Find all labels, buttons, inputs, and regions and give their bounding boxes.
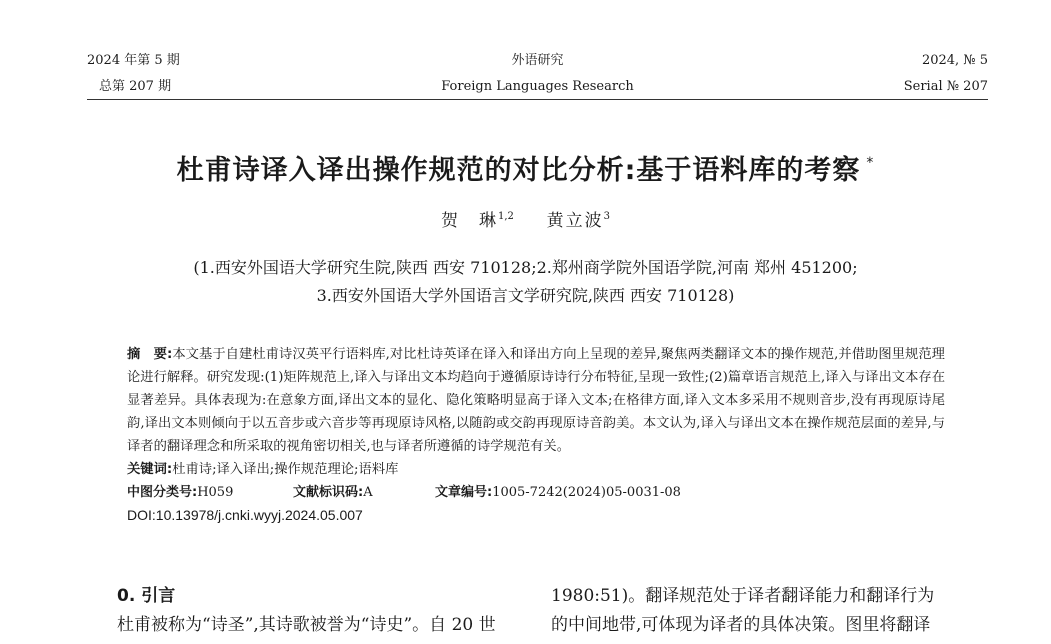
clc-value: H059	[197, 485, 234, 500]
doi: DOI:10.13978/j.cnki.wyyj.2024.05.007	[127, 507, 363, 523]
classification-row	[127, 481, 945, 504]
abstract-text: 本文基于自建杜甫诗汉英平行语料库,对比杜诗英译在译入和译出方向上呈现的差异,聚焦两类翻译文本的操作规范,并借助图里规范理论进行解释。研究发现:(1)矩阵规范上,译入与译出文本均趋向于遵循原诗诗行分布特征,呈现一致性;(2)篇章语言规范上,译入与译出文本存在显著差异。具体表现为:在意象方面,译出文本的显化、隐化策略明显高于译入文本;在格律方面,译入文本多采用不规则音步,没有再现原诗尾韵,译出文本则倾向于以五音步或六音步等再现原诗风格,以随韵或交韵再现原诗音韵美。本文认为,译入与译出文本在操作规范层面的差异,与译者的翻译理念和所采取的视角密切相关,也与译者所遵循的诗学规范有关。	[127, 347, 945, 454]
journal-name-en: Foreign Languages Research	[441, 79, 634, 94]
title-footnote-mark: *	[866, 155, 875, 171]
journal-name-cn: 外语研究	[511, 53, 564, 68]
author-name: 贺 琳	[440, 211, 498, 231]
affiliation-line: (1.西安外国语大学研究生院,陕西 西安 710128;2.郑州商学院外国语学院,河南 郑州 451200;	[193, 258, 858, 277]
title-text: 杜甫诗译入译出操作规范的对比分析:基于语料库的考察	[176, 155, 861, 186]
header-right	[904, 48, 988, 100]
body-line: 的中间地带,可体现为译者的具体决策。图里将翻译	[551, 615, 931, 635]
serial-en: Serial № 207	[903, 79, 988, 94]
section-heading: 0. 引言	[117, 586, 176, 606]
doc-code-value: A	[363, 485, 373, 500]
affiliation-line: 3.西安外国语大学外国语言文学研究院,陕西 西安 710128)	[316, 286, 735, 305]
journal-header	[87, 48, 988, 100]
article-number-label: 文章编号:	[435, 485, 493, 500]
serial-cn: 总第 207 期	[99, 79, 172, 94]
body-line: 杜甫被称为“诗圣”,其诗歌被誉为“诗史”。自 20 世	[117, 615, 496, 635]
header-center	[87, 48, 988, 100]
abstract-label: 摘 要:	[127, 347, 173, 362]
keywords	[127, 458, 945, 481]
article-number-value: 1005-7242(2024)05-0031-08	[492, 485, 681, 500]
clc-label: 中图分类号:	[127, 485, 198, 500]
header-rule	[87, 99, 988, 100]
keywords-text: 杜甫诗;译入译出;操作规范理论;语料库	[172, 462, 399, 477]
keywords-label: 关键词:	[127, 462, 173, 477]
doc-code-label: 文献标识码:	[293, 485, 364, 500]
body-column-left	[117, 582, 520, 640]
body-column-right	[551, 582, 991, 640]
affiliations	[0, 254, 1051, 310]
author-affil-mark: 3	[603, 211, 611, 222]
body-line: 1980:51)。翻译规范处于译者翻译能力和翻译行为	[551, 586, 935, 606]
abstract	[127, 343, 945, 458]
author-affil-mark: 1,2	[497, 211, 514, 222]
issue-cn: 2024 年第 5 期	[87, 53, 180, 68]
issue-en: 2024, № 5	[921, 53, 988, 68]
author-list	[0, 206, 1051, 231]
author-name: 黄立波	[546, 211, 604, 231]
abstract-block	[127, 343, 945, 527]
article-title	[0, 148, 1051, 187]
